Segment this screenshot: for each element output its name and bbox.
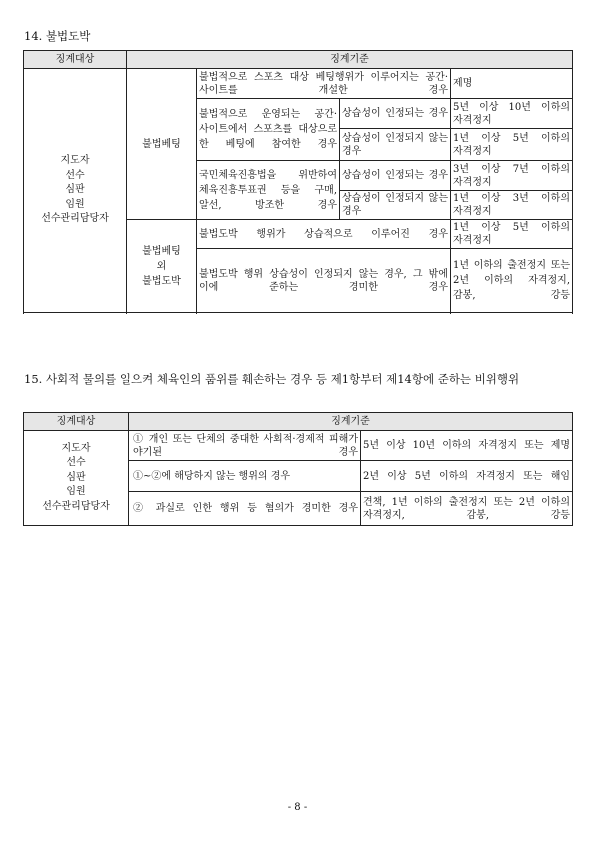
subject-item: 심판 — [65, 184, 85, 196]
criteria-condition: ① 개인 또는 단체의 중대한 사회적·경제적 피해가 야기된 경우 — [129, 431, 361, 461]
subject-item: 심판 — [66, 471, 86, 483]
penalty: 1년 이상 5년 이하의 자격정지 — [451, 129, 573, 161]
category-line: 외 — [156, 260, 167, 272]
penalty: 3년 이상 7년 이하의 자격정지 — [451, 161, 573, 191]
criteria-condition: 상습성이 인정되는 경우 — [340, 99, 451, 129]
page-number: - 8 - — [287, 802, 308, 813]
criteria-condition: 상습성이 인정되지 않는 경우 — [340, 191, 451, 220]
category-line: 불법베팅 — [142, 245, 181, 257]
section-15-title: 15. 사회적 물의를 일으켜 체육인의 품위를 훼손하는 경우 등 제1항부터 제14항에 준하는 비위행위 — [24, 372, 520, 386]
subject-item: 선수관리담당자 — [41, 213, 109, 225]
subject-item: 임원 — [65, 198, 85, 210]
category-gambling — [127, 220, 197, 313]
category-illegal-betting: 불법베팅 — [127, 69, 197, 220]
criteria-condition: ①~②에 해당하지 않는 행위의 경우 — [129, 461, 361, 492]
penalty: 제명 — [451, 69, 573, 99]
subject-item: 선수관리담당자 — [42, 500, 110, 512]
penalty: 2년 이상 5년 이하의 자격정지 또는 해임 — [361, 461, 573, 492]
subject-item: 지도자 — [60, 155, 90, 167]
header-target: 징계대상 — [24, 51, 127, 69]
header-criteria: 징계기준 — [129, 413, 573, 431]
criteria-condition: 상습성이 인정되는 경우 — [340, 161, 451, 191]
subject-item: 임원 — [66, 486, 86, 498]
criteria-condition: 불법도박 행위 상습성이 인정되지 않는 경우, 그 밖에 이에 준하는 경미한 경우 — [197, 249, 451, 313]
penalty: 5년 이상 10년 이하의 자격정지 또는 제명 — [361, 431, 573, 461]
subject-item: 지도자 — [61, 442, 91, 454]
subjects-cell — [24, 431, 129, 526]
section-14-title: 14. 불법도박 — [24, 29, 91, 43]
subject-item: 선수 — [66, 457, 86, 469]
header-criteria: 징계기준 — [127, 51, 573, 69]
section-15-table — [23, 412, 573, 526]
penalty: 1년 이상 3년 이하의 자격정지 — [451, 191, 573, 220]
criteria-act: 국민체육진흥법을 위반하여 체육진흥투표권 등을 구매, 알선, 방조한 경우 — [197, 161, 340, 220]
section-14-table — [23, 50, 573, 313]
penalty: 1년 이상 5년 이하의 자격정지 — [451, 220, 573, 249]
header-target: 징계대상 — [24, 413, 129, 431]
subjects-cell — [24, 69, 127, 313]
penalty: 견책, 1년 이하의 출전정지 또는 2년 이하의 자격정지, 감봉, 강등 — [361, 492, 573, 526]
criteria-act: 불법적으로 운영되는 공간·사이트에서 스포츠를 대상으로 한 베팅에 참여한 경우 — [197, 99, 340, 161]
criteria-condition: 상습성이 인정되지 않는 경우 — [340, 129, 451, 161]
category-line: 불법도박 — [142, 275, 181, 287]
penalty: 5년 이상 10년 이하의 자격정지 — [451, 99, 573, 129]
criteria-condition: 불법적으로 스포츠 대상 베팅행위가 이루어지는 공간·사이트를 개설한 경우 — [197, 69, 451, 99]
criteria-condition: ② 과실로 인한 행위 등 혐의가 경미한 경우 — [129, 492, 361, 526]
criteria-condition: 불법도박 행위가 상습적으로 이루어진 경우 — [197, 220, 451, 249]
penalty: 1년 이하의 출전정지 또는 2년 이하의 자격정지, 감봉, 강등 — [451, 249, 573, 313]
subject-item: 선수 — [65, 169, 85, 181]
